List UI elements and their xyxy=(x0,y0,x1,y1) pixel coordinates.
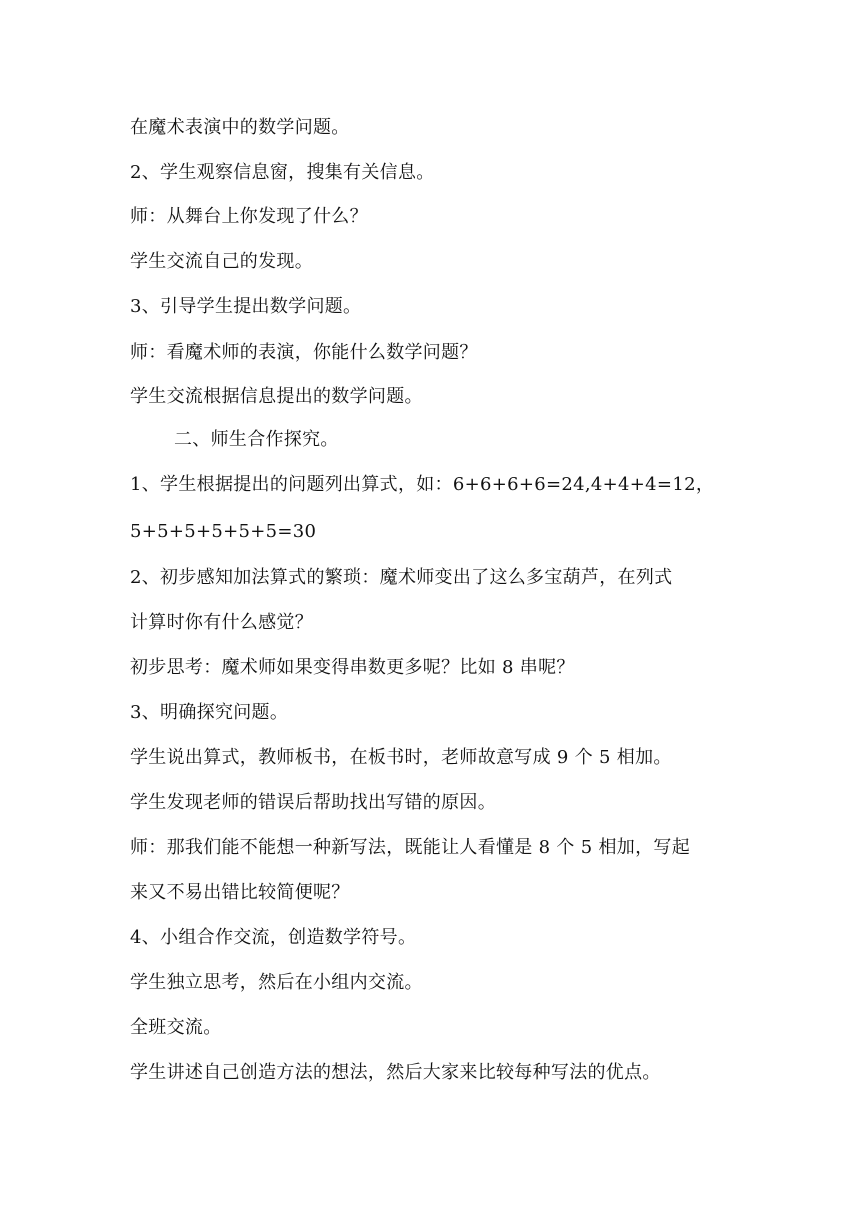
text-line: 在魔术表演中的数学问题。 xyxy=(130,117,350,138)
text-line: 4、小组合作交流，创造数学符号。 xyxy=(130,927,417,948)
text-line: 学生交流根据信息提出的数学问题。 xyxy=(130,386,423,407)
text-line: 2、学生观察信息窗，搜集有关信息。 xyxy=(130,162,435,183)
text-line: 学生发现老师的错误后帮助找出写错的原因。 xyxy=(130,792,496,813)
text-line: 学生独立思考，然后在小组内交流。 xyxy=(130,972,423,993)
text-line: 5+5+5+5+5+5=30 xyxy=(130,521,317,542)
text-line: 3、明确探究问题。 xyxy=(130,702,289,723)
text-line: 学生交流自己的发现。 xyxy=(130,251,313,272)
text-line: 来又不易出错比较简便呢？ xyxy=(130,882,350,903)
text-line: 学生讲述自己创造方法的想法，然后大家来比较每种写法的优点。 xyxy=(130,1062,661,1083)
text-line: 1、学生根据提出的问题列出算式，如：6+6+6+6=24,4+4+4=12， xyxy=(130,474,715,495)
text-line: 2、初步感知加法算式的繁琐：魔术师变出了这么多宝葫芦，在列式 xyxy=(130,567,673,588)
text-line: 计算时你有什么感觉？ xyxy=(130,612,313,633)
section-heading: 二、师生合作探究。 xyxy=(174,429,339,450)
text-line: 师：那我们能不能想一种新写法，既能让人看懂是 8 个 5 相加，写起 xyxy=(130,837,690,858)
text-line: 全班交流。 xyxy=(130,1017,222,1038)
text-line: 初步思考：魔术师如果变得串数更多呢？比如 8 串呢？ xyxy=(130,657,575,678)
text-line: 师：从舞台上你发现了什么？ xyxy=(130,206,368,227)
text-line: 学生说出算式，教师板书，在板书时，老师故意写成 9 个 5 相加。 xyxy=(130,747,672,768)
text-line: 师：看魔术师的表演，你能什么数学问题？ xyxy=(130,342,478,363)
text-line: 3、引导学生提出数学问题。 xyxy=(130,296,362,317)
